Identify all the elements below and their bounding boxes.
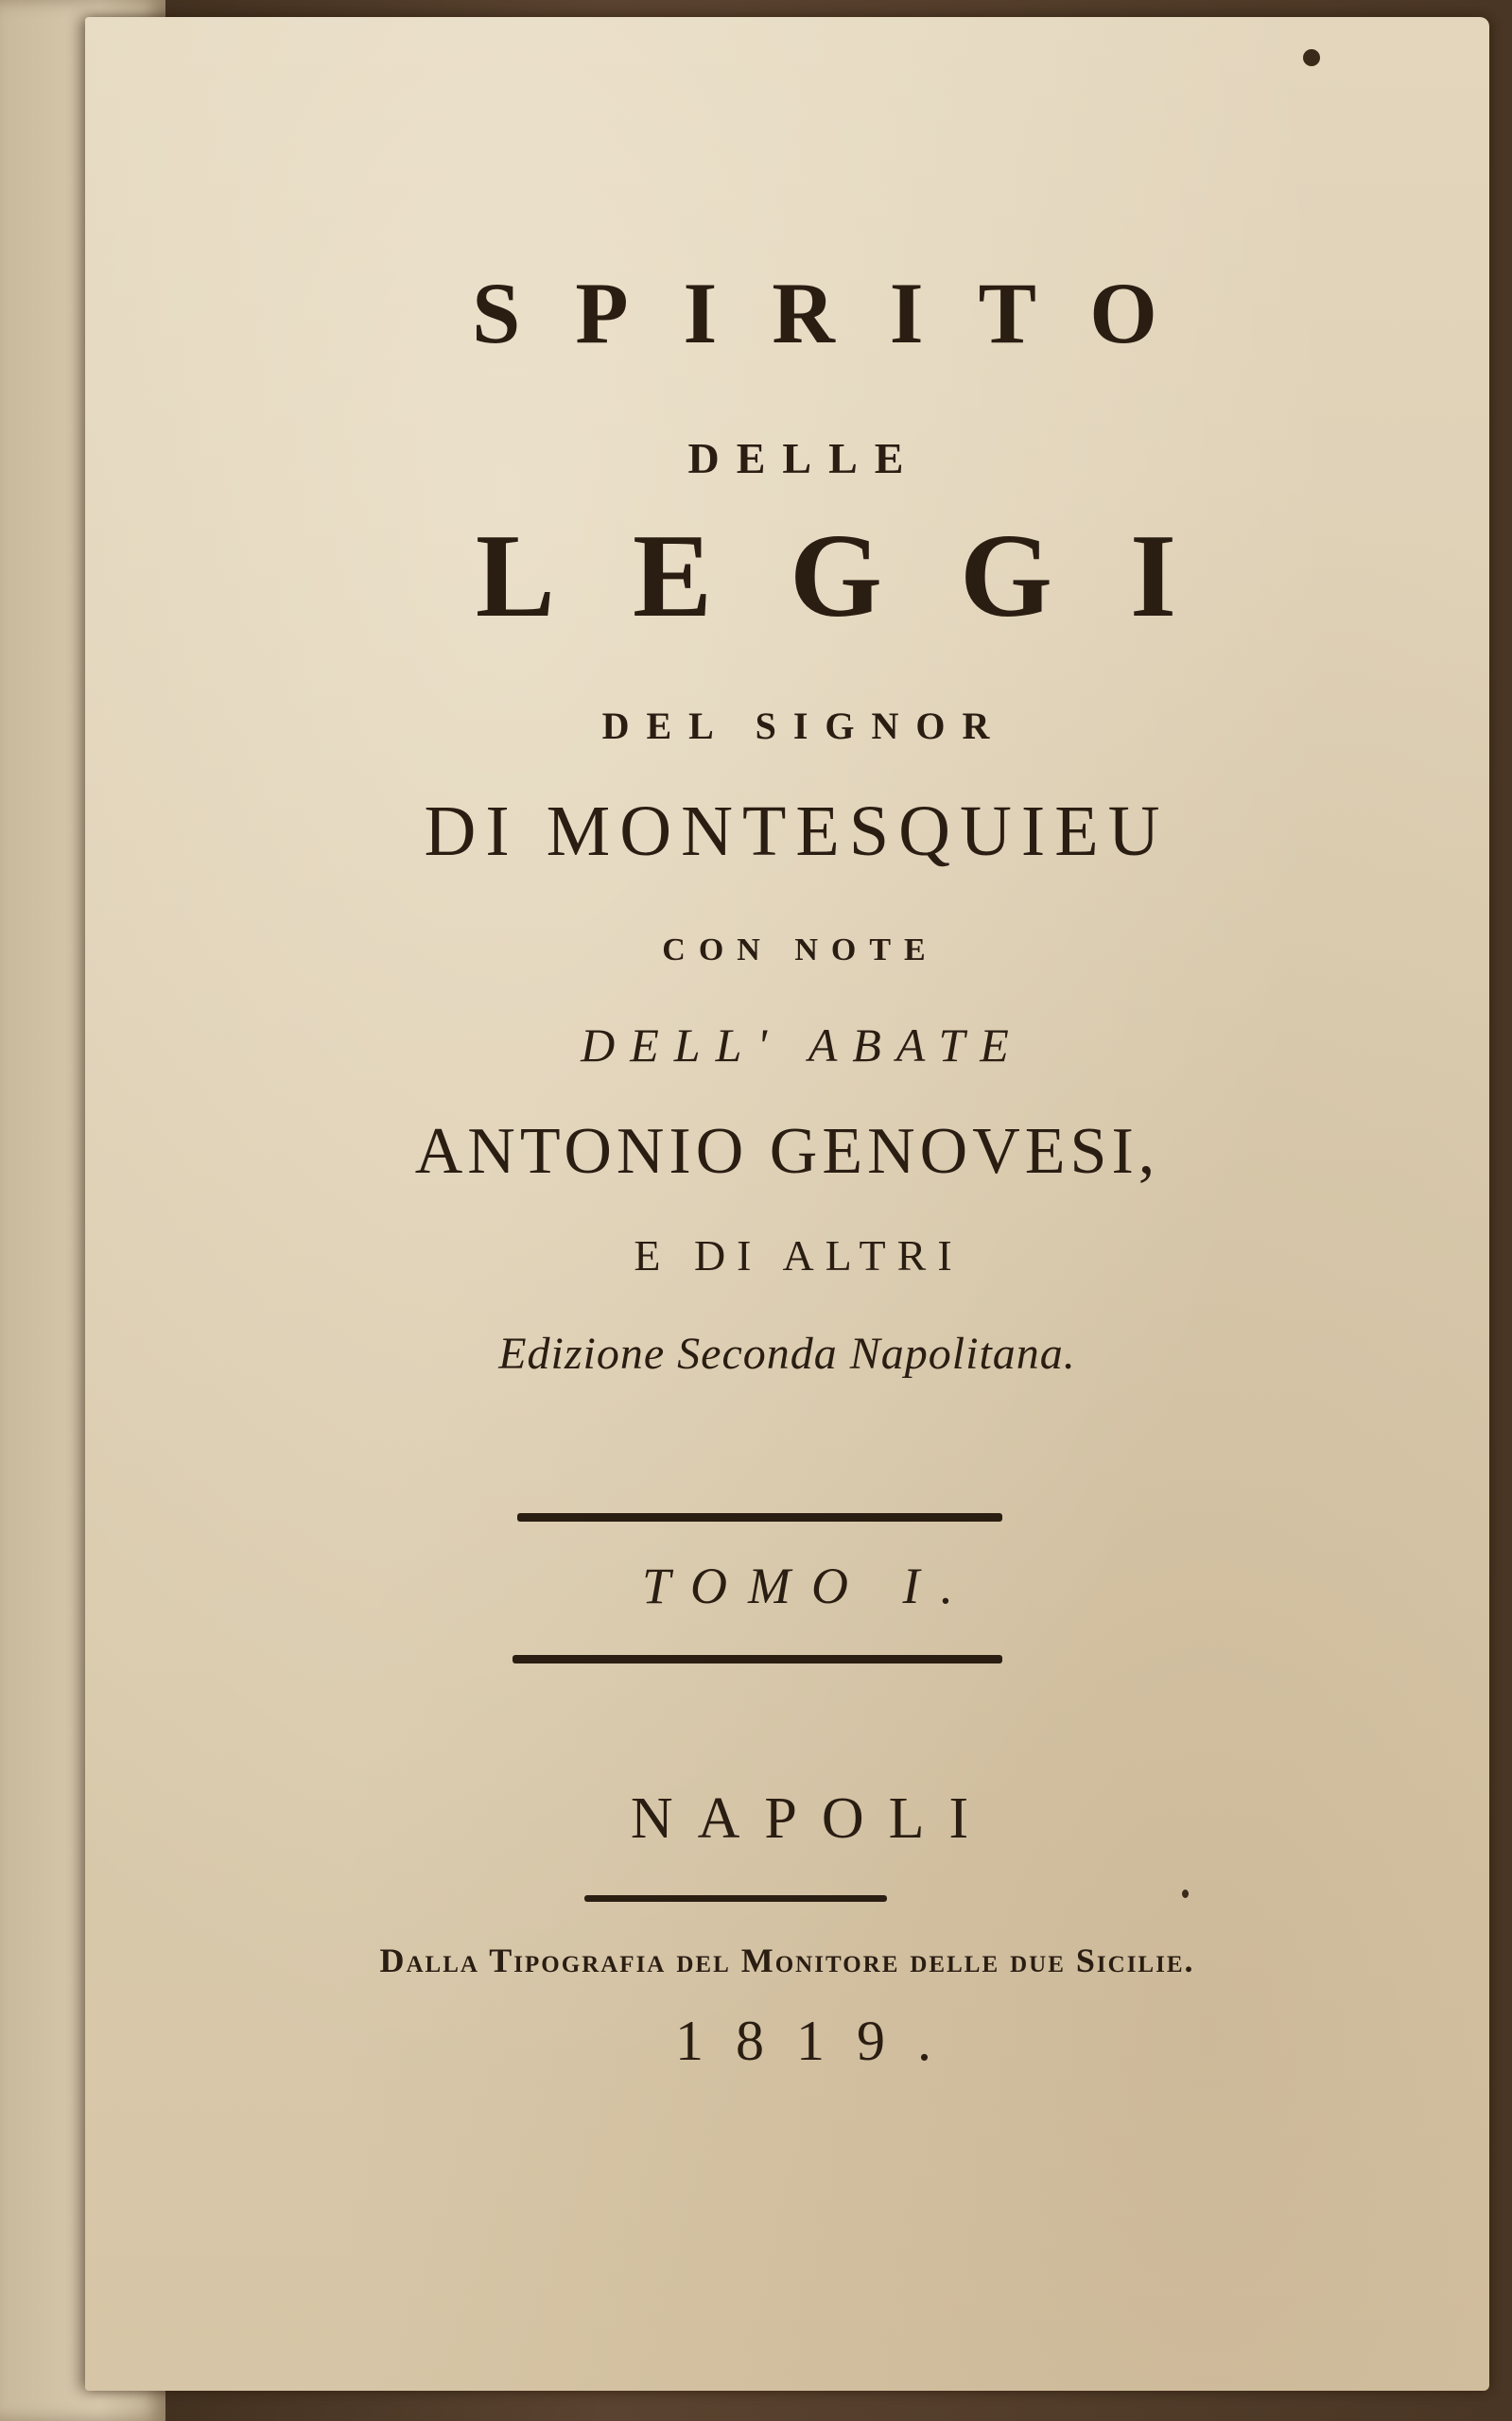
volume-label: TOMO I. [641,1558,974,1614]
ink-speck [1303,49,1320,66]
divider-rule-imprint [584,1895,887,1902]
annotator-name: ANTONIO GENOVESI, [414,1115,1160,1188]
divider-rule-top [517,1513,1002,1522]
ink-speck [1182,1890,1189,1898]
title-delle: DELLE [687,434,921,482]
edition-line: Edizione Seconda Napolitana. [498,1329,1076,1379]
abbot-line: DELL' ABATE [581,1019,1024,1071]
publication-year: 1819. [675,2010,964,2072]
printer-line: Dalla Tipografia del Monitore delle due Sicilie. [379,1942,1195,1979]
title-spirito: SPIRITO [472,265,1212,361]
notes-line: CON NOTE [662,932,939,967]
city-name: NAPOLI [630,1786,994,1851]
by-line: DEL SIGNOR [601,705,1007,747]
others-line: E DI ALTRI [634,1231,964,1280]
title-leggi: LEGGI [475,511,1255,642]
divider-rule-bottom [513,1655,1002,1663]
title-page [85,17,1489,2391]
author-name: DI MONTESQUIEU [424,792,1170,871]
